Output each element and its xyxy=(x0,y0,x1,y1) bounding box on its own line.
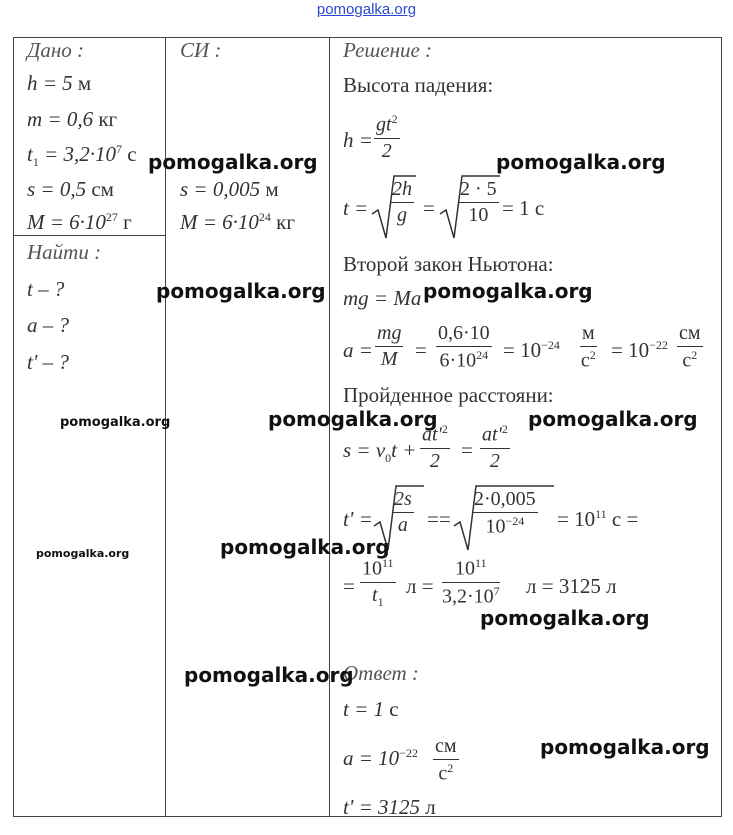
eq-distance-frac2: $\frac{at'^2}{2}$ xyxy=(482,422,508,472)
eq-time-frac1: $\frac{2h}{g}$ xyxy=(392,178,412,226)
find-t-prime: t' – ? xyxy=(27,350,69,374)
section-fall-height: Высота падения: xyxy=(343,73,494,97)
given-height: h = 5 м xyxy=(27,71,92,95)
watermark: pomogalka.org xyxy=(423,279,593,303)
given-distance: s = 0,5 см xyxy=(27,177,114,201)
si-mass: $M = 6\cdot 10^{24}$ кг xyxy=(180,210,295,234)
unit-m-s2: м $с^2$ xyxy=(580,322,596,372)
eq-tprime-value: = $10^{11}$ с = xyxy=(557,507,639,531)
eq-time-result: = 1 с xyxy=(502,196,545,220)
find-title: Найти : xyxy=(27,240,102,264)
given-find-divider xyxy=(14,235,166,236)
eq-years-unit1: л = xyxy=(406,574,434,598)
watermark: pomogalka.org xyxy=(220,535,390,559)
eq-years-result: л = 3125 л xyxy=(526,574,617,598)
watermark: pomogalka.org xyxy=(480,606,650,630)
watermark: pomogalka.org xyxy=(268,407,438,431)
unit-cm-s2: см $с^2$ xyxy=(679,322,701,372)
answer-unit-cm-s2: см $с^2$ xyxy=(435,735,457,785)
eq-distance-frac1: $\frac{at'^2}{2}$ xyxy=(422,422,448,472)
answer-a: $a = 10^{-22}$ xyxy=(343,746,418,770)
equals-sign: = xyxy=(343,574,355,598)
section-newton: Второй закон Ньютона: xyxy=(343,252,554,276)
watermark: pomogalka.org xyxy=(496,150,666,174)
solution-title: Решение : xyxy=(343,38,433,62)
answer-t-prime: t' = 3125 л xyxy=(343,795,436,819)
find-t: t – ? xyxy=(27,277,65,301)
si-distance: s = 0,005 м xyxy=(180,177,279,201)
eq-accel-frac1: $\frac{mg}{M}$ xyxy=(377,322,402,370)
eq-tprime-lhs: t' = xyxy=(343,507,373,531)
watermark: pomogalka.org xyxy=(148,150,318,174)
eq-time-lhs: t = xyxy=(343,196,369,220)
section-distance: Пройденное расстояни: xyxy=(343,383,554,407)
eq-years-frac1: $\frac{10^{11}}{t_1}$ xyxy=(362,556,394,609)
equals-sign: = xyxy=(423,196,435,220)
watermark: pomogalka.org xyxy=(184,663,354,687)
watermark: pomogalka.org xyxy=(60,415,171,430)
eq-years-frac2: $\frac{10^{11}}{3,2\cdot 10^7}$ xyxy=(442,556,500,608)
find-a: a – ? xyxy=(27,313,69,337)
eq-accel-value1: = $10^{-24}$ xyxy=(503,338,560,362)
equals-sign: = xyxy=(461,438,473,462)
eq-tprime-frac2: $\frac{2\cdot 0,005}{10^{-24}}$ xyxy=(474,488,536,538)
watermark: pomogalka.org xyxy=(36,547,130,560)
answer-title: Ответ : xyxy=(343,661,419,685)
eq-accel-value2: = $10^{-22}$ xyxy=(611,338,668,362)
eq-accel-frac2: $\frac{0,6\cdot 10}{6\cdot 10^{24}}$ xyxy=(438,322,490,372)
eq-newton: mg = Ma xyxy=(343,286,422,310)
given-mass: m = 0,6 кг xyxy=(27,107,118,131)
eq-time-frac2: $\frac{2 \cdot 5}{10}$ xyxy=(460,178,497,226)
given-big-mass: $M = 6\cdot 10^{27}$ г xyxy=(27,210,132,234)
eq-height-fraction: $\frac{gt^2}{2}$ xyxy=(376,112,398,162)
site-link[interactable]: pomogalka.org xyxy=(316,1,417,18)
si-title: СИ : xyxy=(180,38,222,62)
answer-t: t = 1 с xyxy=(343,697,399,721)
double-equals: == xyxy=(427,507,451,531)
watermark: pomogalka.org xyxy=(540,735,710,759)
given-title: Дано : xyxy=(27,38,85,62)
equals-sign: = xyxy=(415,338,427,362)
eq-accel-lhs: a = xyxy=(343,338,373,362)
watermark: pomogalka.org xyxy=(528,407,698,431)
given-time: $t_1 = 3,2\cdot 10^7$ с xyxy=(27,142,137,170)
eq-height-lhs: h = xyxy=(343,128,373,152)
eq-distance-lhs: $s = v_0t$ + xyxy=(343,438,417,466)
eq-tprime-frac1: $\frac{2s}{a}$ xyxy=(394,488,412,536)
watermark: pomogalka.org xyxy=(156,279,326,303)
